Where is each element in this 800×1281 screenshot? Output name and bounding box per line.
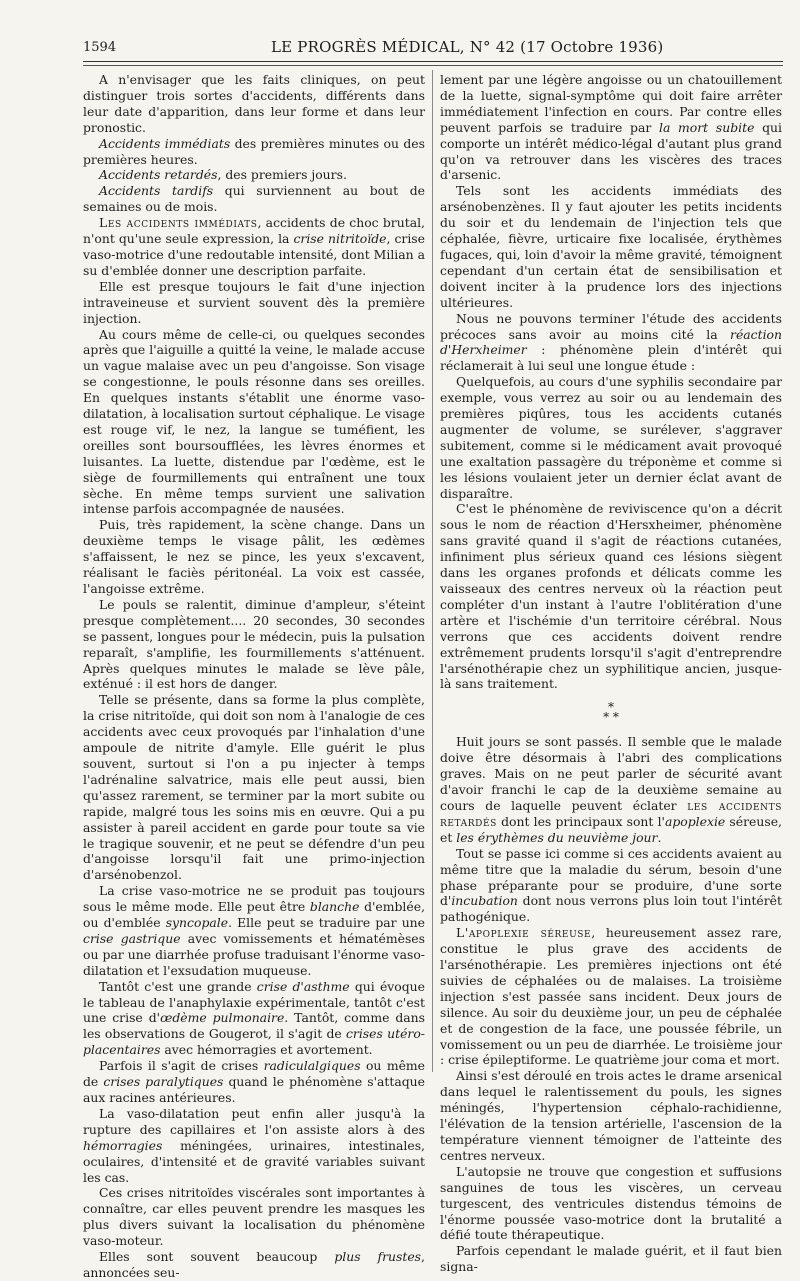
smallcaps-lead: Les accidents immédiats — [99, 215, 258, 231]
paragraph — [83, 167, 425, 183]
text-run: séreuse, et — [440, 813, 782, 845]
paragraph — [83, 883, 425, 978]
text-run: , accidents de choc brutal, n'ont qu'une seule expression, la — [83, 215, 425, 247]
italic-term: les érythèmes du neuvième jour — [456, 829, 658, 845]
paragraph: L'autopsie ne trouve que congestion et suffusions sanguines de tous les viscères, un cerveau turgescent, des ventricules distendus témoins de l'énorme poussée vaso-motrice dont la brutalité a défié toute thérapeutique. — [440, 1163, 782, 1243]
paragraph: Tels sont les accidents immédiats des arsénobenzènes. Il y faut ajouter les petits incidents du soir et du lendemain de l'injection tels que céphalée, fièvre, urticaire fixe localisée, érythèmes fugaces, qui, loin d'avoir la même gravité, témoignent cependant d'un certain état de sensibilisation et doivent inciter à la prudence lors des injections ultérieures. — [440, 183, 782, 310]
italic-term: crises utéro-placentaires — [83, 1026, 425, 1058]
paragraph — [83, 979, 425, 1059]
header-rule-thin — [83, 65, 783, 66]
text-run: avec hémorragies et avortement. — [160, 1042, 373, 1058]
text-run: dont les principaux sont l' — [496, 813, 665, 829]
text-run: méningées, urinaires, intestinales, oculaires, d'intensité et de gravité variables suivant les cas. — [83, 1137, 425, 1185]
italic-term: la mort subite — [659, 119, 755, 135]
paragraph: Le pouls se ralentit, diminue d'ampleur, s'éteint presque complètement.... 20 secondes, 30 secondes se passent, longues pour le médecin, puis la pulsation reparaît, s'amplifie, les fourmillements s'atténuent. Après quelques minutes le malade se lève pâle, exténué : il est hors de danger. — [83, 596, 425, 692]
paragraph: Ainsi s'est déroulé en trois actes le drame arsenical dans lequel le ralentissement du pouls, les signes méningés, l'hypertension céphalo-rachidienne, l'élévation de la tension artérielle, l'ascension de la température viennent témoigner de l'atteinte des centres nerveux. — [440, 1068, 782, 1163]
italic-term: plus frustes — [334, 1249, 422, 1265]
page-header — [83, 36, 783, 60]
italic-term: Accidents tardifs — [99, 183, 214, 199]
italic-term: réaction d'Herxheimer — [440, 326, 782, 358]
text-run: La vaso-dilatation peut enfin aller jusqu'à la rupture des capillaires et l'on assiste alors à des — [83, 1105, 425, 1137]
text-run: Parfois il s'agit de crises — [99, 1058, 264, 1074]
paragraph — [440, 846, 782, 926]
paragraph: Puis, très rapidement, la scène change. Dans un deuxième temps le visage pâlit, les œdèmes s'affaissent, le nez se pince, les yeux s'excavent, réalisant le faciès péritonéal. La voix est cassée, l'angoisse extrême. — [83, 517, 425, 596]
text-run: dont nous verrons plus loin tout l'intérêt pathogénique. — [440, 893, 782, 925]
paragraph — [83, 1106, 425, 1186]
paragraph — [440, 311, 782, 375]
italic-term: œdème pulmonaire — [160, 1010, 285, 1026]
italic-term: crise d'asthme — [256, 978, 350, 994]
paragraph: Quelquefois, au cours d'une syphilis secondaire par exemple, vous verrez au soir ou au lendemain des premières piqûres, tous les accidents cutanés augmenter de volume, se surélever, s'aggraver subitement, comme si le médicament avait provoqué une exaltation passagère du tréponème et comme si les lésions voulaient jeter un dernier éclat avant de disparaître. — [440, 374, 782, 501]
italic-term: crise gastrique — [83, 930, 181, 946]
asterism-separator: * * * — [603, 700, 619, 725]
text-run: avec vomissements et hématémèses ou par une diarrhée profuse traduisant l'énorme vaso-dilatation et l'exsudation muqueuse. — [83, 930, 425, 978]
text-run: . Elle peut se traduire par une — [228, 915, 425, 931]
paragraph: Telle se présente, dans sa forme la plus complète, la crise nitritoïde, qui doit son nom à l'analogie de ces accidents avec ceux provoqués par l'inhalation d'une ampoule de nitrite d'amyle. Elle guérit le plus souvent, surtout si l'on a pu injecter à temps l'adrénaline salvatrice, mais elle peut aussi, bien qu'assez rarement, se terminer par la mort subite ou rapide, malgré tous les soins mis en œuvre. Qui a pu assister à pareil accident en garde pour toute sa vie le tragique souvenir, et ne peut se défendre d'un peu d'angoisse lorsqu'il fait une primo-injection d'arsénobenzol. — [83, 692, 425, 883]
paragraph — [440, 72, 782, 183]
text-run: : phénomène plein d'intérêt qui réclamerait à lui seul une longue étude : — [440, 342, 782, 374]
journal-title: LE PROGRÈS MÉDICAL, N° 42 (17 Octobre 1936) — [271, 38, 664, 56]
left-column — [83, 72, 425, 1281]
italic-term: crise nitritoïde — [293, 231, 387, 247]
paragraph — [83, 1249, 425, 1281]
text-run: Huit jours se sont passés. Il semble que le malade doive être désormais à l'abri des complications graves. Mais on ne peut parler de sécurité avant d'avoir franchi le cap de la deuxième semaine au cours de laquelle peuvent éclater — [440, 734, 782, 813]
italic-term: blanche — [309, 899, 360, 915]
paragraph: Elle est presque toujours le fait d'une injection intraveineuse et survient souvent dès la première injection. — [83, 278, 425, 326]
text-run: ou même de — [83, 1058, 425, 1090]
paragraph: Parfois cependant le malade guérit, et il faut bien signa- — [440, 1243, 782, 1275]
text-run: lement par une légère angoisse ou un chatouillement de la luette, signal-symptôme qui doit faire arrêter immédiatement l'infection en cours. Par contre elles peuvent parfois se traduire par — [440, 72, 782, 135]
italic-term: radiculalgiques — [263, 1058, 361, 1074]
text-run: . Tantôt, comme dans les observations de Gougerot, il s'agit de — [83, 1010, 426, 1042]
smallcaps-lead: L'apoplexie séreuse — [456, 925, 592, 941]
text-run: Nous ne pouvons terminer l'étude des accidents précoces sans avoir au moins cité la — [440, 310, 782, 342]
text-run: Elles sont souvent beaucoup — [99, 1249, 335, 1265]
text-run: d'emblée, ou d'emblée — [83, 899, 426, 931]
paragraph — [83, 183, 425, 215]
header-rule-thick — [83, 61, 783, 62]
text-run: qui évoque le tableau de l'anaphylaxie expérimentale, tantôt c'est une crise d' — [83, 978, 425, 1026]
italic-term: hémorragies — [83, 1137, 163, 1153]
paragraph — [83, 1058, 425, 1106]
text-run: . — [657, 829, 662, 845]
text-run: La crise vaso-motrice ne se produit pas toujours sous le même mode. Elle peut être — [83, 883, 425, 915]
right-column — [440, 72, 782, 1275]
italic-term: incubation — [451, 893, 518, 909]
paragraph — [440, 925, 782, 1068]
text-run: Tout se passe ici comme si ces accidents avaient au même titre que la maladie du sérum, besoin d'une phase préparante pour se produire, d'une sorte d' — [440, 845, 782, 909]
paragraph — [83, 136, 425, 168]
text-run: , annoncées seu- — [83, 1249, 425, 1280]
italic-term: crises paralytiques — [103, 1074, 224, 1090]
paragraph — [440, 734, 782, 845]
italic-term: Accidents immédiats — [99, 135, 231, 151]
paragraph: A n'envisager que les faits cliniques, on peut distinguer trois sortes d'accidents, différents dans leur date d'apparition, dans leur forme et dans leur pronostic. — [83, 72, 425, 135]
paragraph — [83, 215, 425, 279]
column-divider — [432, 70, 433, 1072]
paragraph: C'est le phénomène de reviviscence qu'on a décrit sous le nom de réaction d'Hersxheimer, phénomène sans gravité quand il s'agit de réactions cutanées, infiniment plus sérieux quand ces lésions siègent dans les organes profonds et délicats comme les vaisseaux des centres nerveux où la réaction peut compléter d'un instant à l'autre l'oblitération d'une artère et l'ischémie d'un territoire cérébral. Nous verrons que ces accidents doivent rendre extrêmement prudents lorsqu'il s'agit d'entreprendre l'arsénothérapie chez un syphilitique ancien, jusque-là sans traitement. — [440, 501, 782, 692]
text-run: , heureusement assez rare, constitue le plus grave des accidents de l'arsénothérapie. Les premières injections ont été suivies de céphalées ou de malaises. La troisième injection s'est passée sans incident. Deux jours de silence. Au soir du deuxième jour, un peu de céphalée et de congestion de la face, une poussée fébrile, un vomissement ou un peu de diarrhée. Le troisième jour : crise épileptiforme. Le quatrième jour coma et mort. — [440, 925, 782, 1068]
italic-term: Accidents retardés — [99, 167, 218, 183]
page-number: 1594 — [83, 40, 117, 55]
italic-term: syncopale — [165, 915, 229, 931]
text-run: Tantôt c'est une grande — [99, 978, 257, 994]
text-run: qui surviennent au bout de semaines ou de mois. — [83, 183, 425, 215]
smallcaps-term: les accidents retardés — [440, 797, 782, 829]
text-run: , des premiers jours. — [217, 167, 347, 183]
text-run: quand le phénomène s'attaque aux racines antérieures. — [83, 1074, 425, 1105]
paragraph: Ces crises nitritoïdes viscérales sont importantes à connaître, car elles peuvent prendre les masques les plus divers suivant la localisation du phénomène vaso-moteur. — [83, 1185, 425, 1249]
text-run: qui comporte un intérêt médico-légal d'autant plus grand qu'on va retrouver dans les viscères des traces d'arsenic. — [440, 119, 782, 183]
paragraph: Au cours même de celle-ci, ou quelques secondes après que l'aiguille a quitté la veine, le malade accuse un vague malaise avec un peu d'angoisse. Son visage se congestionne, le pouls résonne dans ses oreilles. En quelques instants s'établit une énorme vaso-dilatation, à localisation surtout céphalique. Le visage est rouge vif, le nez, la langue se tuméfient, les oreilles sont boursoufflées, les lèvres énormes et luisantes. La luette, distendue par l'œdème, est le siège de fourmillements qui entraînent une toux sèche. En même temps survient une salivation intense parfois accompagnée de nausées. — [83, 326, 425, 517]
text-run: , crise vaso-motrice d'une redoutable intensité, dont Milian a su d'emblée donner une description parfaite. — [83, 231, 425, 278]
text-run: des premières minutes ou des premières heures. — [83, 135, 425, 167]
italic-term: apoplexie — [664, 813, 726, 829]
